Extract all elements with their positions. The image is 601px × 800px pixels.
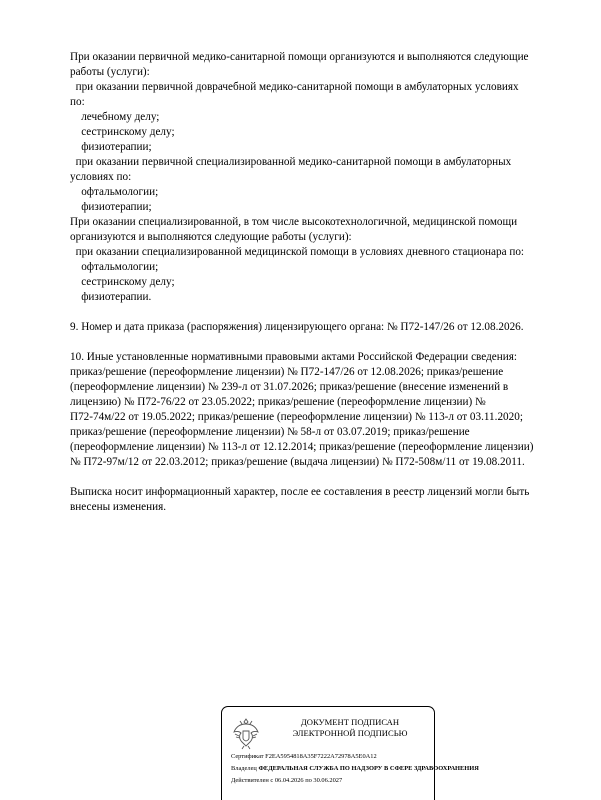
text-line: 10. Иные установленные нормативными правовыми актами Российской Федерации сведения: bbox=[70, 351, 517, 363]
owner-label: Владелец bbox=[231, 765, 257, 772]
stamp-title bbox=[266, 717, 434, 739]
stamp-owner-row bbox=[231, 765, 479, 773]
text-line: П72-74м/22 от 19.05.2022; приказ/решение (переоформление лицензии) № 113-л от 03.11.2020; bbox=[70, 411, 523, 423]
stamp-title-line-1: ДОКУМЕНТ ПОДПИСАН bbox=[300, 717, 400, 727]
stamp-certificate-row bbox=[231, 753, 377, 761]
text-line: сестринскому делу; bbox=[70, 126, 175, 138]
text-line: физиотерапии; bbox=[70, 141, 152, 153]
text-line: (переоформление лицензии) № 239-л от 31.07.2026; приказ/решение (внесение изменений в bbox=[70, 381, 509, 393]
paragraph-gap bbox=[70, 470, 570, 485]
text-line: лицензию) № П72-76/22 от 23.05.2022; приказ/решение (переоформление лицензии) № bbox=[70, 396, 486, 408]
paragraph-gap bbox=[70, 335, 570, 350]
text-line: № П72-97м/12 от 22.03.2012; приказ/решение (выдача лицензии) № П72-508м/11 от 19.08.2011. bbox=[70, 456, 525, 468]
text-line: офтальмологии; bbox=[70, 186, 159, 198]
text-line: при оказании специализированной медицинской помощи в условиях дневного стационара по: bbox=[70, 246, 525, 258]
text-line: 9. Номер и дата приказа (распоряжения) лицензирующего органа: № П72-147/26 от 12.08.2026. bbox=[70, 321, 524, 333]
paragraph-gap bbox=[70, 305, 570, 320]
text-line: физиотерапии. bbox=[70, 291, 152, 303]
text-line: работы (услуги): bbox=[70, 66, 150, 78]
text-line: физиотерапии; bbox=[70, 201, 152, 213]
text-line: по: bbox=[70, 96, 85, 108]
text-line: при оказании первичной специализированной медико-санитарной помощи в амбулаторных bbox=[70, 156, 512, 168]
text-line: (переоформление лицензии) № 113-л от 12.12.2014; приказ/решение (переоформление лицензии) bbox=[70, 441, 534, 453]
text-line: внесены изменения. bbox=[70, 501, 167, 513]
electronic-signature-stamp bbox=[221, 706, 479, 800]
text-line: организуются и выполняются следующие работы (услуги): bbox=[70, 231, 352, 243]
owner-value: ФЕДЕРАЛЬНАЯ СЛУЖБА ПО НАДЗОРУ В СФЕРЕ ЗДРАВООХРАНЕНИЯ bbox=[258, 765, 479, 772]
text-line: сестринскому делу; bbox=[70, 276, 175, 288]
certificate-label: Сертификат bbox=[231, 753, 264, 760]
text-line: при оказании первичной доврачебной медико-санитарной помощи в амбулаторных условиях bbox=[70, 81, 519, 93]
coat-of-arms-icon bbox=[231, 715, 261, 751]
validity-text: Действителен с 06.04.2026 по 30.06.2027 bbox=[231, 777, 343, 784]
document-body bbox=[70, 50, 570, 515]
text-line: Выписка носит информационный характер, после ее составления в реестр лицензий могли быть bbox=[70, 486, 530, 498]
text-line: офтальмологии; bbox=[70, 261, 159, 273]
text-line: условиях по: bbox=[70, 171, 132, 183]
certificate-value: F2EA5954818A35F7222A72978A5E0A12 bbox=[265, 753, 377, 760]
stamp-validity-row bbox=[231, 777, 342, 785]
text-line: При оказании первичной медико-санитарной помощи организуются и выполняются следующие bbox=[70, 51, 529, 63]
text-line: лечебному делу; bbox=[70, 111, 160, 123]
stamp-title-line-2: ЭЛЕКТРОННОЙ ПОДПИСЬЮ bbox=[292, 728, 408, 738]
text-line: приказ/решение (переоформление лицензии) № 58-л от 03.07.2019; приказ/решение bbox=[70, 426, 470, 438]
text-line: При оказании специализированной, в том числе высокотехнологичной, медицинской помощи bbox=[70, 216, 518, 228]
text-line: приказ/решение (переоформление лицензии) № П72-147/26 от 12.08.2026; приказ/решение bbox=[70, 366, 504, 378]
